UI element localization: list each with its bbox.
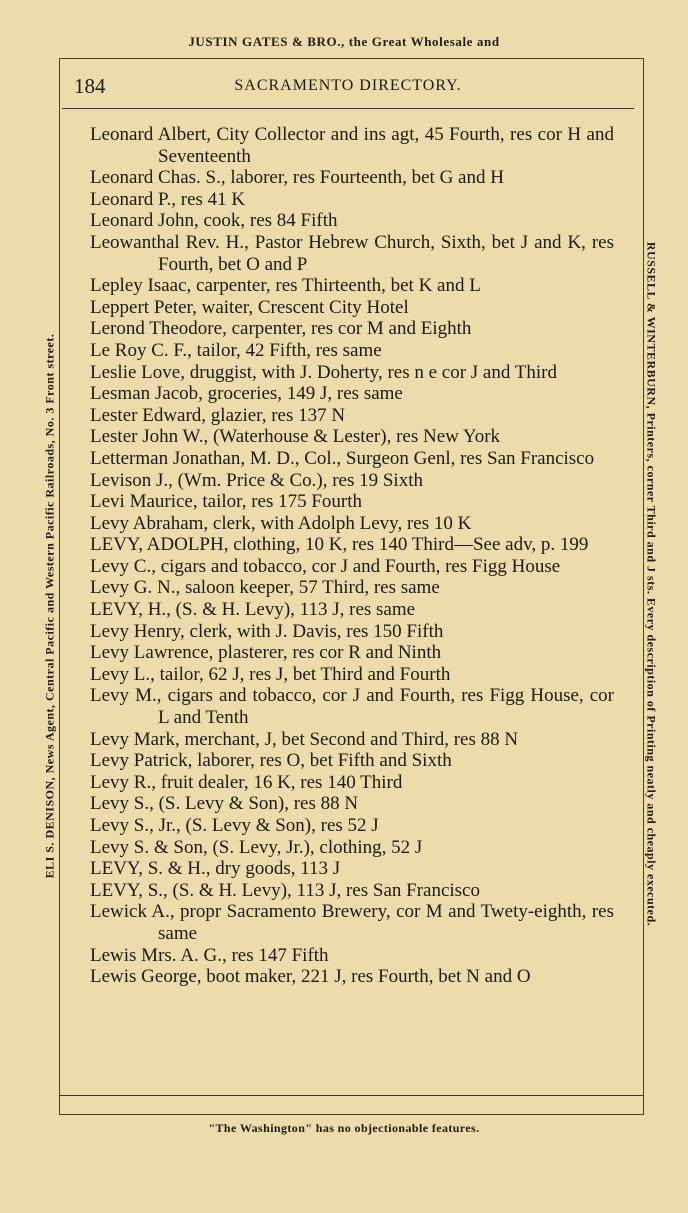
- directory-entry: Levy Henry, clerk, with J. Davis, res 150 Fifth: [90, 620, 444, 642]
- top-advertisement: JUSTIN GATES & BRO., the Great Wholesale and: [188, 34, 500, 49]
- directory-entry: Levy Lawrence, plasterer, res cor R and Ninth: [90, 642, 442, 664]
- directory-entry: Levy S., Jr., (S. Levy & Son), res 52 J: [90, 815, 379, 836]
- directory-entry: Leslie Love, druggist, with J. Doherty, res n e cor J and Third: [90, 361, 557, 383]
- bottom-advertisement: "The Washington" has no objectionable features.: [208, 1121, 480, 1135]
- directory-entry: Lesman Jacob, groceries, 149 J, res same: [90, 383, 403, 405]
- page-title: SACRAMENTO DIRECTORY.: [234, 77, 462, 94]
- directory-entry: LEVY, S. & H., dry goods, 113 J: [90, 858, 341, 880]
- directory-entry: Levy S. & Son, (S. Levy, Jr.), clothing, 52 J: [90, 836, 423, 858]
- directory-entry: Lewis George, boot maker, 221 J, res Fourth, bet N and O: [90, 966, 531, 988]
- directory-entry: Leonard P., res 41 K: [90, 188, 246, 210]
- directory-entry: Leowanthal Rev. H., Pastor Hebrew Church, Sixth, bet J and K, res Fourth, bet O and P: [90, 231, 614, 275]
- directory-entry: Levy Mark, merchant, J, bet Second and Third, res 88 N: [90, 728, 519, 750]
- directory-entry: Lester John W., (Waterhouse & Lester), res New York: [90, 426, 501, 448]
- header-rule: [62, 108, 634, 109]
- footer-rule: [59, 1095, 644, 1096]
- directory-entry: Levy M., cigars and tobacco, cor J and Fourth, res Figg House, cor L and Tenth: [90, 685, 614, 729]
- directory-entry: Lerond Theodore, carpenter, res cor M and Eighth: [90, 318, 472, 340]
- directory-entry: Leonard Chas. S., laborer, res Fourteenth, bet G and H: [90, 167, 504, 189]
- directory-entry: Lewis Mrs. A. G., res 147 Fifth: [90, 944, 329, 966]
- directory-entry: Leppert Peter, waiter, Crescent City Hotel: [90, 296, 409, 318]
- directory-entry: Lepley Isaac, carpenter, res Thirteenth, bet K and L: [90, 275, 481, 297]
- page-header: [62, 74, 634, 98]
- directory-entry: LEVY, S., (S. & H. Levy), 113 J, res San Francisco: [90, 879, 480, 901]
- directory-entry: Levy R., fruit dealer, 16 K, res 140 Third: [90, 771, 403, 793]
- page-number: 184: [74, 74, 106, 98]
- directory-entry: Levy C., cigars and tobacco, cor J and Fourth, res Figg House: [90, 555, 561, 577]
- directory-entry: LEVY, ADOLPH, clothing, 10 K, res 140 Third—See adv, p. 199: [90, 534, 589, 556]
- left-margin-advertisement: ELI S. DENISON, News Agent, Central Pacific and Western Pacific Railroads, No. 3 Front street.: [42, 333, 57, 879]
- directory-entry: Lewick A., propr Sacramento Brewery, cor M and Twety-eighth, res same: [90, 901, 614, 944]
- directory-entry: Levy L., tailor, 62 J, res J, bet Third and Fourth: [90, 663, 451, 685]
- directory-entry: LEVY, H., (S. & H. Levy), 113 J, res same: [90, 599, 416, 621]
- right-margin-advertisement: RUSSELL & WINTERBURN, Printers, corner Third and J sts. Every description of Printing neatly and cheaply executed.: [644, 241, 659, 927]
- directory-entry: Levi Maurice, tailor, res 175 Fourth: [90, 491, 363, 513]
- directory-entry: Levy G. N., saloon keeper, 57 Third, res same: [90, 577, 440, 599]
- directory-entry: Levy Patrick, laborer, res O, bet Fifth and Sixth: [90, 750, 452, 772]
- directory-entries: [90, 124, 614, 988]
- directory-entry: Leonard Albert, City Collector and ins agt, 45 Fourth, res cor H and Seventeenth: [90, 124, 614, 167]
- directory-entry: Levy Abraham, clerk, with Adolph Levy, res 10 K: [90, 512, 472, 534]
- directory-entry: Lester Edward, glazier, res 137 N: [90, 404, 346, 426]
- directory-entry: Levy S., (S. Levy & Son), res 88 N: [90, 793, 359, 815]
- directory-entry: Le Roy C. F., tailor, 42 Fifth, res same: [90, 339, 382, 361]
- directory-entry: Leonard John, cook, res 84 Fifth: [90, 210, 338, 232]
- directory-entry: Levison J., (Wm. Price & Co.), res 19 Sixth: [90, 469, 423, 491]
- directory-entry: Letterman Jonathan, M. D., Col., Surgeon Genl, res San Francisco: [90, 447, 595, 469]
